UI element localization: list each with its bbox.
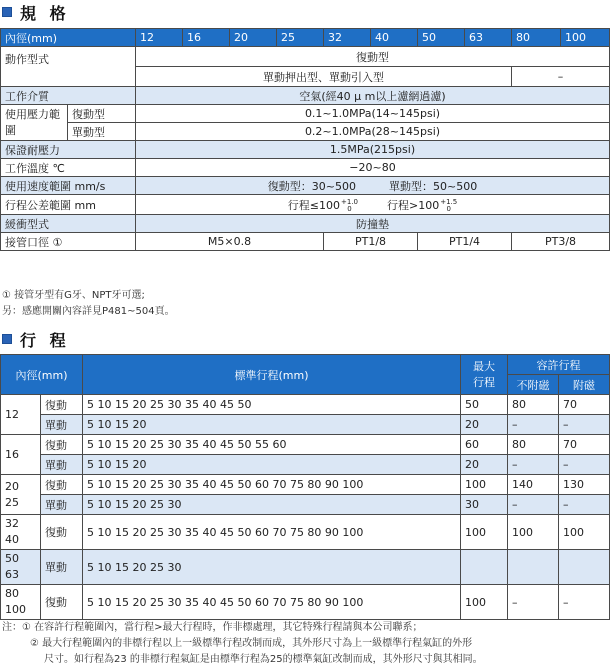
strokes-cell: 5 10 15 20 25 30 35 40 45 50 60 70 75 80 90 100 (83, 515, 461, 550)
bore-header: 80 (512, 29, 561, 47)
temp-value: −20~80 (136, 159, 610, 177)
strokes-cell: 5 10 15 20 25 30 35 40 45 50 60 70 75 80 90 100 (83, 475, 461, 495)
bore-header: 63 (465, 29, 512, 47)
strokes-cell: 5 10 15 20 25 30 35 40 45 50 60 70 75 80 90 100 (83, 585, 461, 620)
strokes-cell: 5 10 15 20 25 30 (83, 550, 461, 585)
mag-cell: 100 (559, 515, 610, 550)
speed-single: 單動型：50~500 (389, 179, 478, 193)
tolerance-a: 行程≤100 (287, 198, 341, 212)
spec-row-action (1, 47, 610, 67)
spec-note: 另：感應開關內容詳見P481~504頁。 (2, 306, 175, 317)
stroke-table (0, 354, 610, 620)
bore-header: 40 (371, 29, 418, 47)
section-square-icon (2, 7, 12, 17)
speed-label: 使用速度範圍 mm/s (1, 177, 136, 195)
medium-value: 空氣(經40 μ m以上濾網過濾) (136, 87, 610, 105)
table-row (1, 395, 610, 415)
nomag-cell (508, 550, 559, 585)
nomag-cell: 100 (508, 515, 559, 550)
table-row (1, 550, 610, 585)
max-cell: 20 (461, 415, 508, 435)
spec-row-speed (1, 177, 610, 195)
table-row (1, 475, 610, 495)
pressure-double-label: 復動型 (68, 105, 136, 123)
max-cell: 30 (461, 495, 508, 515)
max-cell: 20 (461, 455, 508, 475)
type-cell: 單動 (41, 415, 83, 435)
tolerance-values (136, 195, 610, 215)
port-value: M5×0.8 (136, 233, 324, 251)
spec-title-text: 規 格 (20, 3, 70, 23)
pressure-single-label: 單動型 (68, 123, 136, 141)
action-label: 動作型式 (1, 47, 136, 87)
bore-header: 32 (324, 29, 371, 47)
bore-cell: 12 (1, 395, 41, 435)
action-double: 復動型 (136, 47, 610, 67)
table-row (1, 515, 610, 550)
mag-cell: – (559, 585, 610, 620)
tolerance-a-down: 0 (347, 204, 352, 213)
table-row (1, 495, 610, 515)
bore-cell: 16 (1, 435, 41, 475)
footnote: 尺寸。如行程為23 的非標行程氣缸是由標準行程為25的標準氣缸改制而成，其外形尺寸與其相同。 (44, 654, 483, 665)
port-value: PT3/8 (512, 233, 610, 251)
strokes-cell: 5 10 15 20 25 30 35 40 45 50 (83, 395, 461, 415)
spec-header-label: 內徑(mm) (1, 29, 136, 47)
strokes-cell: 5 10 15 20 (83, 415, 461, 435)
type-cell: 單動 (41, 550, 83, 585)
stroke-title-text: 行 程 (20, 330, 70, 350)
max-cell: 100 (461, 585, 508, 620)
nomag-cell: – (508, 455, 559, 475)
spec-note: ① 接管牙型有G牙、NPT牙可選; (2, 290, 145, 301)
max-cell: 50 (461, 395, 508, 415)
stroke-allow-header: 容許行程 (508, 355, 610, 375)
bore-line: 40 (5, 533, 19, 546)
bore-line: 50 (5, 552, 19, 565)
spec-row-temp (1, 159, 610, 177)
mag-cell: – (559, 415, 610, 435)
strokes-cell: 5 10 15 20 25 30 (83, 495, 461, 515)
section-square-icon (2, 334, 12, 344)
proof-value: 1.5MPa(215psi) (136, 141, 610, 159)
bore-header: 20 (230, 29, 277, 47)
no-mag-header: 不附磁 (508, 375, 559, 395)
footnote: ② 最大行程範圍內的非標行程以上一級標準行程改制而成，其外形尺寸為上一級標準行程氣缸的外形 (30, 638, 473, 649)
max-header-line: 行程 (473, 375, 496, 389)
footnote: 注：① 在容許行程範圍內，當行程>最大行程時，作非標處理，其它特殊行程請與本公司聯系； (2, 622, 423, 633)
spec-row-pressure-single (1, 123, 610, 141)
spec-row-pressure-double (1, 105, 610, 123)
spec-row-port (1, 233, 610, 251)
bore-cell (1, 515, 41, 550)
strokes-cell: 5 10 15 20 (83, 455, 461, 475)
mag-cell (559, 550, 610, 585)
tolerance-label: 行程公差範圍 mm (1, 195, 136, 215)
mag-cell: – (559, 495, 610, 515)
spec-row-proof (1, 141, 610, 159)
bore-line: 63 (5, 568, 19, 581)
max-cell: 60 (461, 435, 508, 455)
bore-line: 32 (5, 517, 19, 530)
cushion-value: 防撞墊 (136, 215, 610, 233)
spec-row-cushion (1, 215, 610, 233)
pressure-single-value: 0.2~1.0MPa(28~145psi) (136, 123, 610, 141)
table-row (1, 415, 610, 435)
stroke-std-header: 標準行程(mm) (83, 355, 461, 395)
bore-line: 100 (5, 603, 26, 616)
mag-cell: 130 (559, 475, 610, 495)
tolerance-b-down: 0 (446, 204, 451, 213)
nomag-cell: – (508, 495, 559, 515)
stroke-header-row (1, 355, 610, 375)
type-cell: 復動 (41, 435, 83, 455)
stroke-max-header (461, 355, 508, 395)
bore-cell (1, 550, 41, 585)
max-cell (461, 550, 508, 585)
nomag-cell: 80 (508, 435, 559, 455)
mag-cell: 70 (559, 395, 610, 415)
type-cell: 復動 (41, 585, 83, 620)
spec-section-title (2, 2, 70, 22)
tolerance-a-up: +1.0 (341, 197, 359, 206)
type-cell: 復動 (41, 395, 83, 415)
mag-cell: – (559, 455, 610, 475)
temp-label: 工作溫度 ℃ (1, 159, 136, 177)
spec-row-medium (1, 87, 610, 105)
spec-header-row (1, 29, 610, 47)
bore-line: 25 (5, 495, 19, 509)
tolerance-b-up: +1.5 (440, 197, 458, 206)
tolerance-b: 行程>100 (387, 198, 440, 212)
strokes-cell: 5 10 15 20 25 30 35 40 45 50 55 60 (83, 435, 461, 455)
nomag-cell: – (508, 585, 559, 620)
bore-line: 80 (5, 587, 19, 600)
table-row (1, 435, 610, 455)
bore-header: 50 (418, 29, 465, 47)
type-cell: 復動 (41, 515, 83, 550)
bore-line: 20 (5, 479, 19, 493)
port-label: 接管口徑 ① (1, 233, 136, 251)
table-row (1, 455, 610, 475)
max-cell: 100 (461, 475, 508, 495)
action-single-na: – (512, 67, 610, 87)
bore-header: 100 (561, 29, 610, 47)
spec-table (0, 28, 610, 251)
with-mag-header: 附磁 (559, 375, 610, 395)
nomag-cell: 140 (508, 475, 559, 495)
type-cell: 復動 (41, 475, 83, 495)
bore-cell (1, 585, 41, 620)
bore-header: 25 (277, 29, 324, 47)
pressure-double-value: 0.1~1.0MPa(14~145psi) (136, 105, 610, 123)
mag-cell: 70 (559, 435, 610, 455)
cushion-label: 緩衝型式 (1, 215, 136, 233)
bore-header: 16 (183, 29, 230, 47)
pressure-label: 使用壓力範圍 (1, 105, 68, 141)
action-single: 單動押出型、單動引入型 (136, 67, 512, 87)
stroke-bore-header: 內徑(mm) (1, 355, 83, 395)
table-row (1, 585, 610, 620)
port-value: PT1/4 (418, 233, 512, 251)
speed-double: 復動型：30~500 (267, 179, 357, 193)
nomag-cell: 80 (508, 395, 559, 415)
type-cell: 單動 (41, 495, 83, 515)
type-cell: 單動 (41, 455, 83, 475)
proof-label: 保證耐壓力 (1, 141, 136, 159)
max-cell: 100 (461, 515, 508, 550)
port-value: PT1/8 (324, 233, 418, 251)
max-header-line: 最大 (473, 359, 496, 373)
nomag-cell: – (508, 415, 559, 435)
bore-cell (1, 475, 41, 515)
medium-label: 工作介質 (1, 87, 136, 105)
stroke-section-title (2, 329, 70, 349)
spec-row-tolerance (1, 195, 610, 215)
bore-header: 12 (136, 29, 183, 47)
speed-values (136, 177, 610, 195)
